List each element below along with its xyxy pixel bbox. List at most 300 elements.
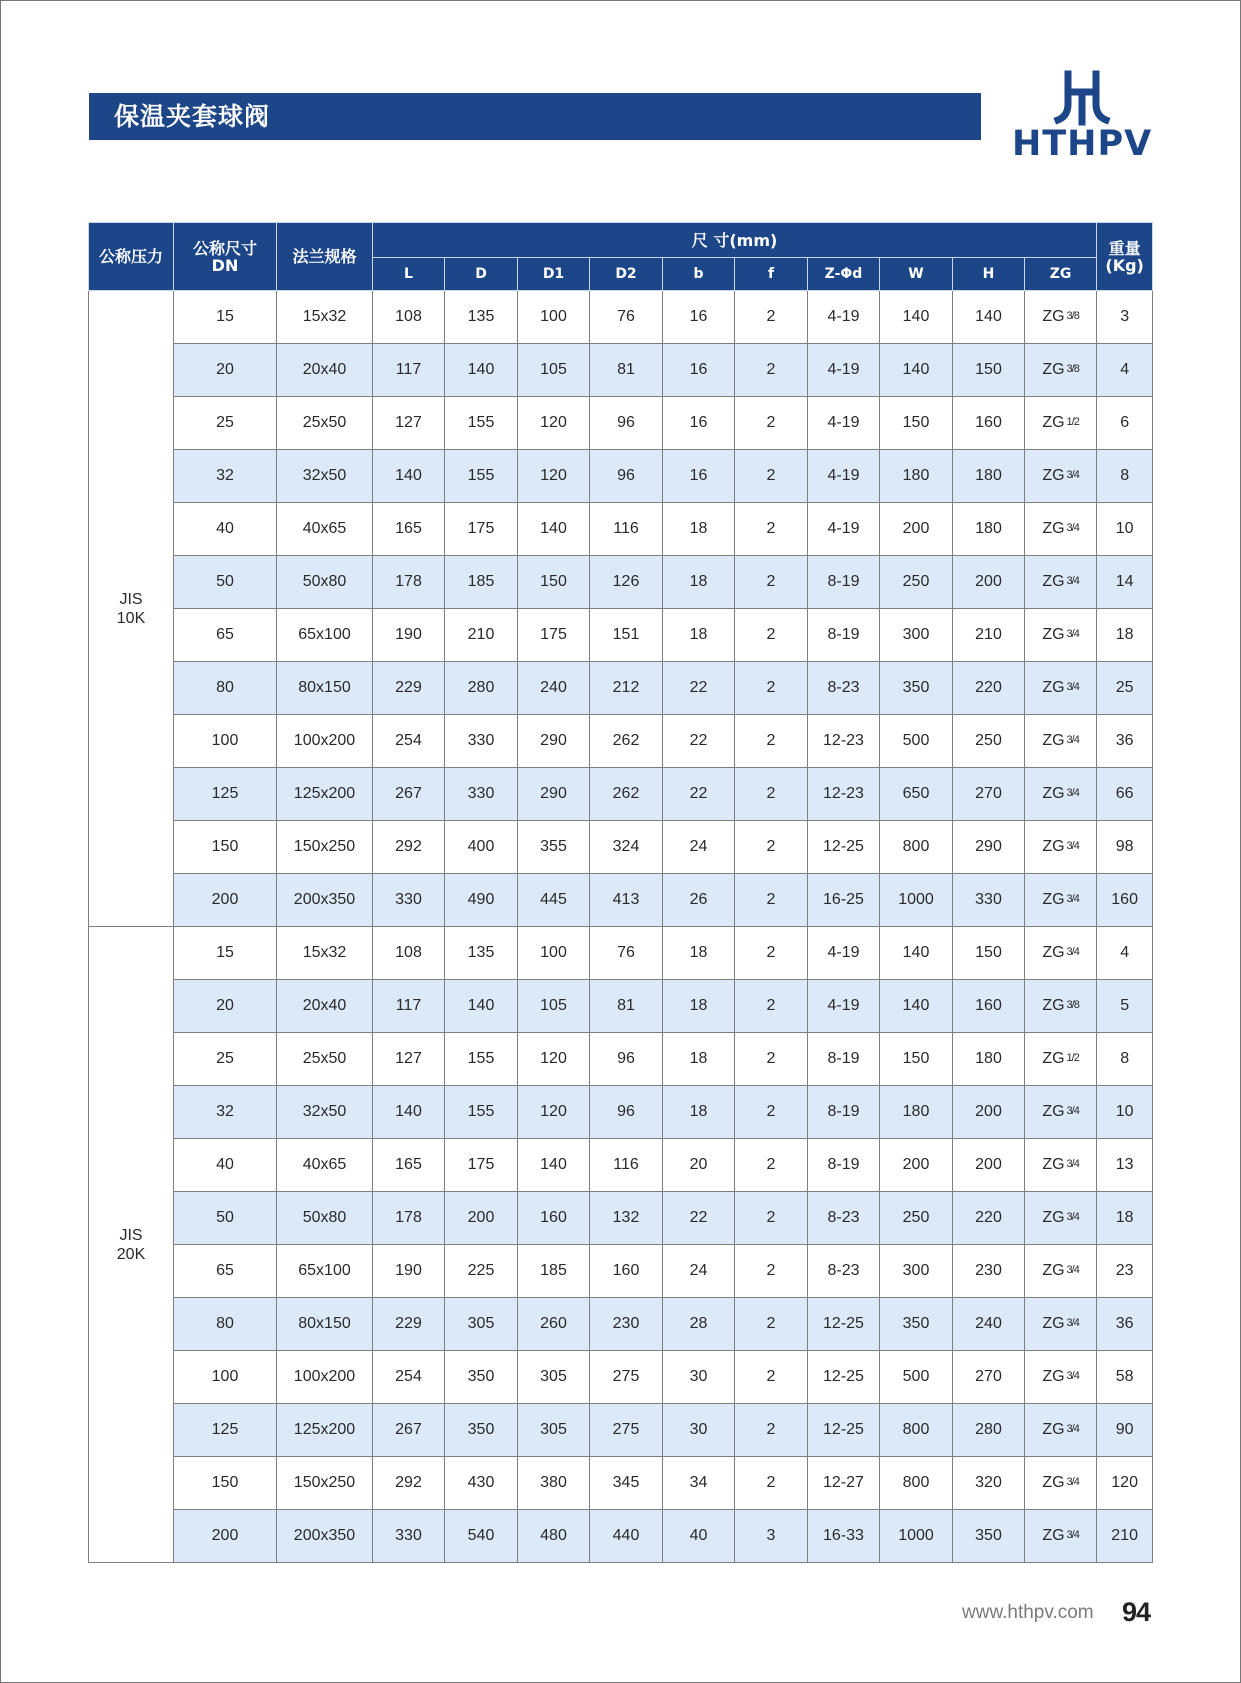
cell-f: 2 <box>735 1457 808 1510</box>
cell-h: 150 <box>953 927 1025 980</box>
cell-d: 430 <box>445 1457 518 1510</box>
cell-l: 178 <box>373 1192 445 1245</box>
cell-z: 8-23 <box>808 1192 880 1245</box>
cell-z: 8-19 <box>808 556 880 609</box>
zg-prefix: ZG <box>1042 1421 1065 1438</box>
cell-weight: 10 <box>1097 1086 1153 1139</box>
cell-zg <box>1025 1351 1097 1404</box>
cell-dn: 32 <box>174 1086 277 1139</box>
cell-zg <box>1025 1139 1097 1192</box>
cell-z: 4-19 <box>808 344 880 397</box>
cell-l: 165 <box>373 503 445 556</box>
cell-zg <box>1025 662 1097 715</box>
cell-d: 140 <box>445 344 518 397</box>
cell-dn: 150 <box>174 821 277 874</box>
cell-z: 12-25 <box>808 1351 880 1404</box>
zg-prefix: ZG <box>1042 626 1065 643</box>
cell-weight: 23 <box>1097 1245 1153 1298</box>
cell-d1: 305 <box>518 1351 590 1404</box>
header-dn-line1: 公称尺寸 <box>192 238 257 258</box>
cell-zg <box>1025 503 1097 556</box>
header-flange: 法兰规格 <box>277 223 373 291</box>
zg-prefix: ZG <box>1042 520 1065 537</box>
cell-weight: 14 <box>1097 556 1153 609</box>
cell-w: 140 <box>880 980 953 1033</box>
spec-table-body <box>89 291 1153 1563</box>
cell-b: 24 <box>663 1245 735 1298</box>
cell-weight: 66 <box>1097 768 1153 821</box>
cell-d2: 262 <box>590 715 663 768</box>
header-h: H <box>953 258 1025 291</box>
cell-zg <box>1025 1245 1097 1298</box>
cell-z: 16-33 <box>808 1510 880 1563</box>
cell-w: 180 <box>880 1086 953 1139</box>
cell-z: 12-27 <box>808 1457 880 1510</box>
cell-flange: 32x50 <box>277 1086 373 1139</box>
table-row <box>89 397 1153 450</box>
cell-h: 140 <box>953 291 1025 344</box>
cell-f: 2 <box>735 503 808 556</box>
cell-d2: 262 <box>590 768 663 821</box>
cell-z: 4-19 <box>808 397 880 450</box>
cell-d: 175 <box>445 1139 518 1192</box>
cell-flange: 150x250 <box>277 1457 373 1510</box>
cell-weight: 58 <box>1097 1351 1153 1404</box>
table-row <box>89 1298 1153 1351</box>
zg-prefix: ZG <box>1042 308 1065 325</box>
cell-d2: 96 <box>590 450 663 503</box>
cell-l: 292 <box>373 821 445 874</box>
cell-flange: 32x50 <box>277 450 373 503</box>
cell-flange: 15x32 <box>277 927 373 980</box>
table-row <box>89 821 1153 874</box>
cell-b: 34 <box>663 1457 735 1510</box>
cell-h: 180 <box>953 1033 1025 1086</box>
header-d1: D1 <box>518 258 590 291</box>
zg-fraction: 3/4 <box>1066 1370 1079 1382</box>
cell-d: 350 <box>445 1404 518 1457</box>
cell-d2: 132 <box>590 1192 663 1245</box>
cell-b: 16 <box>663 450 735 503</box>
cell-h: 220 <box>953 662 1025 715</box>
cell-dn: 100 <box>174 1351 277 1404</box>
cell-w: 150 <box>880 397 953 450</box>
footer-url[interactable]: www.hthpv.com <box>962 1602 1094 1623</box>
cell-d1: 100 <box>518 927 590 980</box>
cell-dn: 100 <box>174 715 277 768</box>
cell-d1: 160 <box>518 1192 590 1245</box>
cell-l: 330 <box>373 1510 445 1563</box>
cell-w: 250 <box>880 556 953 609</box>
zg-prefix: ZG <box>1042 1368 1065 1385</box>
cell-zg <box>1025 344 1097 397</box>
table-row <box>89 450 1153 503</box>
zg-prefix: ZG <box>1042 1156 1065 1173</box>
cell-d: 540 <box>445 1510 518 1563</box>
cell-dn: 40 <box>174 503 277 556</box>
cell-weight: 3 <box>1097 291 1153 344</box>
cell-b: 18 <box>663 609 735 662</box>
zg-fraction: 1/2 <box>1066 416 1079 428</box>
logo-mark-icon <box>1012 70 1152 126</box>
cell-z: 16-25 <box>808 874 880 927</box>
cell-d: 175 <box>445 503 518 556</box>
cell-b: 22 <box>663 1192 735 1245</box>
cell-w: 200 <box>880 503 953 556</box>
cell-dn: 200 <box>174 1510 277 1563</box>
cell-d: 225 <box>445 1245 518 1298</box>
pressure-rating: 20K <box>116 1245 146 1263</box>
cell-h: 230 <box>953 1245 1025 1298</box>
cell-d1: 140 <box>518 503 590 556</box>
cell-flange: 125x200 <box>277 1404 373 1457</box>
cell-weight: 4 <box>1097 344 1153 397</box>
table-row <box>89 556 1153 609</box>
cell-flange: 80x150 <box>277 662 373 715</box>
zg-fraction: 3/4 <box>1066 628 1079 640</box>
cell-h: 280 <box>953 1404 1025 1457</box>
cell-f: 2 <box>735 397 808 450</box>
zg-fraction: 3/4 <box>1066 1105 1079 1117</box>
cell-f: 2 <box>735 609 808 662</box>
cell-d2: 212 <box>590 662 663 715</box>
cell-b: 18 <box>663 503 735 556</box>
pressure-standard: JIS <box>119 590 143 608</box>
table-row <box>89 344 1153 397</box>
table-row <box>89 662 1153 715</box>
cell-z: 8-19 <box>808 609 880 662</box>
cell-b: 16 <box>663 344 735 397</box>
table-row <box>89 1192 1153 1245</box>
cell-weight: 160 <box>1097 874 1153 927</box>
cell-d2: 81 <box>590 980 663 1033</box>
cell-dn: 200 <box>174 874 277 927</box>
zg-prefix: ZG <box>1042 414 1065 431</box>
cell-d2: 275 <box>590 1404 663 1457</box>
zg-fraction: 3/8 <box>1066 310 1079 322</box>
cell-zg <box>1025 980 1097 1033</box>
cell-l: 108 <box>373 927 445 980</box>
cell-d2: 413 <box>590 874 663 927</box>
cell-weight: 5 <box>1097 980 1153 1033</box>
cell-l: 190 <box>373 609 445 662</box>
zg-fraction: 3/4 <box>1066 1529 1079 1541</box>
cell-l: 267 <box>373 768 445 821</box>
company-logo <box>1012 70 1152 165</box>
zg-fraction: 3/4 <box>1066 1476 1079 1488</box>
cell-l: 229 <box>373 662 445 715</box>
cell-d2: 96 <box>590 1033 663 1086</box>
cell-d1: 480 <box>518 1510 590 1563</box>
zg-prefix: ZG <box>1042 838 1065 855</box>
cell-f: 2 <box>735 927 808 980</box>
pressure-class-cell <box>89 291 174 927</box>
cell-d: 330 <box>445 715 518 768</box>
cell-h: 290 <box>953 821 1025 874</box>
cell-h: 240 <box>953 1298 1025 1351</box>
zg-prefix: ZG <box>1042 1315 1065 1332</box>
page-number: 94 <box>1122 1597 1151 1627</box>
cell-zg <box>1025 1033 1097 1086</box>
header-l: L <box>373 258 445 291</box>
cell-f: 2 <box>735 768 808 821</box>
table-row <box>89 980 1153 1033</box>
cell-weight: 36 <box>1097 715 1153 768</box>
cell-flange: 40x65 <box>277 503 373 556</box>
zg-fraction: 3/8 <box>1066 363 1079 375</box>
cell-zg <box>1025 927 1097 980</box>
table-row <box>89 715 1153 768</box>
cell-f: 2 <box>735 821 808 874</box>
cell-w: 800 <box>880 1404 953 1457</box>
header-f: f <box>735 258 808 291</box>
cell-f: 2 <box>735 1086 808 1139</box>
header-z-phi-d: Z-Φd <box>808 258 880 291</box>
cell-d1: 100 <box>518 291 590 344</box>
cell-d: 330 <box>445 768 518 821</box>
cell-h: 200 <box>953 1086 1025 1139</box>
cell-dn: 25 <box>174 1033 277 1086</box>
cell-b: 40 <box>663 1510 735 1563</box>
header-zg: ZG <box>1025 258 1097 291</box>
table-row <box>89 1404 1153 1457</box>
cell-l: 127 <box>373 397 445 450</box>
zg-prefix: ZG <box>1042 361 1065 378</box>
cell-dn: 125 <box>174 1404 277 1457</box>
cell-dn: 50 <box>174 1192 277 1245</box>
zg-fraction: 3/4 <box>1066 946 1079 958</box>
cell-w: 140 <box>880 927 953 980</box>
cell-l: 127 <box>373 1033 445 1086</box>
cell-weight: 13 <box>1097 1139 1153 1192</box>
cell-d: 490 <box>445 874 518 927</box>
cell-f: 2 <box>735 291 808 344</box>
cell-zg <box>1025 874 1097 927</box>
cell-f: 2 <box>735 556 808 609</box>
pressure-rating: 10K <box>116 609 146 627</box>
cell-flange: 20x40 <box>277 980 373 1033</box>
zg-prefix: ZG <box>1042 679 1065 696</box>
cell-f: 2 <box>735 1298 808 1351</box>
cell-b: 18 <box>663 1086 735 1139</box>
cell-flange: 125x200 <box>277 768 373 821</box>
cell-z: 8-23 <box>808 1245 880 1298</box>
cell-w: 1000 <box>880 874 953 927</box>
cell-w: 180 <box>880 450 953 503</box>
cell-weight: 90 <box>1097 1404 1153 1457</box>
cell-l: 229 <box>373 1298 445 1351</box>
cell-w: 800 <box>880 1457 953 1510</box>
cell-flange: 50x80 <box>277 556 373 609</box>
zg-prefix: ZG <box>1042 785 1065 802</box>
cell-w: 500 <box>880 715 953 768</box>
cell-f: 2 <box>735 715 808 768</box>
cell-flange: 200x350 <box>277 1510 373 1563</box>
table-row <box>89 1245 1153 1298</box>
cell-l: 165 <box>373 1139 445 1192</box>
zg-fraction: 3/4 <box>1066 1158 1079 1170</box>
cell-h: 160 <box>953 397 1025 450</box>
cell-w: 200 <box>880 1139 953 1192</box>
cell-b: 22 <box>663 662 735 715</box>
cell-d1: 260 <box>518 1298 590 1351</box>
header-weight-line1: 重量 <box>1108 238 1141 258</box>
cell-zg <box>1025 821 1097 874</box>
cell-z: 4-19 <box>808 450 880 503</box>
cell-l: 292 <box>373 1457 445 1510</box>
cell-d1: 445 <box>518 874 590 927</box>
cell-flange: 25x50 <box>277 397 373 450</box>
cell-flange: 20x40 <box>277 344 373 397</box>
cell-weight: 18 <box>1097 609 1153 662</box>
cell-d: 350 <box>445 1351 518 1404</box>
cell-weight: 8 <box>1097 1033 1153 1086</box>
table-row <box>89 1086 1153 1139</box>
cell-d: 155 <box>445 1033 518 1086</box>
cell-zg <box>1025 1298 1097 1351</box>
cell-d2: 275 <box>590 1351 663 1404</box>
cell-z: 4-19 <box>808 503 880 556</box>
cell-b: 26 <box>663 874 735 927</box>
page-title: 保温夹套球阀 <box>89 93 981 140</box>
cell-d2: 126 <box>590 556 663 609</box>
cell-h: 200 <box>953 556 1025 609</box>
header-weight-line2: (Kg) <box>1105 255 1144 275</box>
cell-flange: 15x32 <box>277 291 373 344</box>
cell-z: 8-19 <box>808 1033 880 1086</box>
cell-d: 400 <box>445 821 518 874</box>
cell-dn: 20 <box>174 980 277 1033</box>
zg-prefix: ZG <box>1042 997 1065 1014</box>
cell-dn: 40 <box>174 1139 277 1192</box>
cell-h: 350 <box>953 1510 1025 1563</box>
zg-fraction: 3/4 <box>1066 893 1079 905</box>
cell-d2: 116 <box>590 1139 663 1192</box>
cell-zg <box>1025 1510 1097 1563</box>
cell-l: 108 <box>373 291 445 344</box>
cell-h: 150 <box>953 344 1025 397</box>
cell-z: 12-25 <box>808 1298 880 1351</box>
cell-b: 30 <box>663 1404 735 1457</box>
cell-dn: 20 <box>174 344 277 397</box>
zg-fraction: 3/4 <box>1066 840 1079 852</box>
cell-f: 2 <box>735 980 808 1033</box>
zg-fraction: 3/4 <box>1066 681 1079 693</box>
cell-z: 8-23 <box>808 662 880 715</box>
cell-d2: 160 <box>590 1245 663 1298</box>
header-w: W <box>880 258 953 291</box>
cell-b: 16 <box>663 397 735 450</box>
cell-z: 4-19 <box>808 980 880 1033</box>
cell-w: 140 <box>880 291 953 344</box>
cell-d1: 290 <box>518 715 590 768</box>
zg-prefix: ZG <box>1042 573 1065 590</box>
zg-prefix: ZG <box>1042 1527 1065 1544</box>
cell-dn: 80 <box>174 662 277 715</box>
table-row <box>89 609 1153 662</box>
cell-flange: 80x150 <box>277 1298 373 1351</box>
cell-weight: 25 <box>1097 662 1153 715</box>
cell-d1: 120 <box>518 1033 590 1086</box>
cell-f: 2 <box>735 1033 808 1086</box>
cell-b: 18 <box>663 980 735 1033</box>
cell-dn: 125 <box>174 768 277 821</box>
cell-d: 135 <box>445 291 518 344</box>
cell-w: 500 <box>880 1351 953 1404</box>
cell-f: 2 <box>735 450 808 503</box>
pressure-standard: JIS <box>119 1226 143 1244</box>
spec-table <box>88 222 1153 1563</box>
zg-fraction: 3/4 <box>1066 787 1079 799</box>
cell-w: 140 <box>880 344 953 397</box>
cell-d1: 105 <box>518 344 590 397</box>
cell-dn: 32 <box>174 450 277 503</box>
cell-zg <box>1025 609 1097 662</box>
cell-d2: 440 <box>590 1510 663 1563</box>
cell-d1: 175 <box>518 609 590 662</box>
cell-d2: 345 <box>590 1457 663 1510</box>
cell-d1: 185 <box>518 1245 590 1298</box>
cell-z: 4-19 <box>808 927 880 980</box>
cell-d2: 96 <box>590 1086 663 1139</box>
cell-w: 650 <box>880 768 953 821</box>
cell-f: 2 <box>735 344 808 397</box>
cell-d1: 120 <box>518 1086 590 1139</box>
cell-h: 180 <box>953 450 1025 503</box>
cell-d2: 116 <box>590 503 663 556</box>
cell-d: 280 <box>445 662 518 715</box>
cell-d2: 324 <box>590 821 663 874</box>
cell-d: 135 <box>445 927 518 980</box>
cell-d1: 140 <box>518 1139 590 1192</box>
cell-w: 150 <box>880 1033 953 1086</box>
cell-l: 140 <box>373 450 445 503</box>
zg-prefix: ZG <box>1042 1103 1065 1120</box>
table-row <box>89 1351 1153 1404</box>
cell-b: 16 <box>663 291 735 344</box>
cell-d1: 105 <box>518 980 590 1033</box>
cell-weight: 120 <box>1097 1457 1153 1510</box>
header-dimensions: 尺 寸(mm) <box>373 223 1097 258</box>
cell-l: 140 <box>373 1086 445 1139</box>
zg-prefix: ZG <box>1042 944 1065 961</box>
cell-flange: 25x50 <box>277 1033 373 1086</box>
cell-flange: 65x100 <box>277 1245 373 1298</box>
zg-fraction: 1/2 <box>1066 1052 1079 1064</box>
header-dn <box>174 223 277 291</box>
cell-w: 300 <box>880 609 953 662</box>
cell-l: 178 <box>373 556 445 609</box>
zg-prefix: ZG <box>1042 1474 1065 1491</box>
header-weight <box>1097 223 1153 291</box>
cell-f: 2 <box>735 1139 808 1192</box>
zg-fraction: 3/4 <box>1066 1211 1079 1223</box>
cell-d2: 76 <box>590 927 663 980</box>
cell-l: 117 <box>373 980 445 1033</box>
cell-l: 330 <box>373 874 445 927</box>
cell-f: 2 <box>735 1245 808 1298</box>
zg-prefix: ZG <box>1042 1262 1065 1279</box>
cell-d: 155 <box>445 397 518 450</box>
table-row <box>89 1139 1153 1192</box>
cell-w: 1000 <box>880 1510 953 1563</box>
cell-w: 350 <box>880 662 953 715</box>
header-pressure: 公称压力 <box>89 223 174 291</box>
cell-f: 2 <box>735 1404 808 1457</box>
zg-fraction: 3/4 <box>1066 734 1079 746</box>
cell-z: 12-25 <box>808 1404 880 1457</box>
cell-flange: 50x80 <box>277 1192 373 1245</box>
